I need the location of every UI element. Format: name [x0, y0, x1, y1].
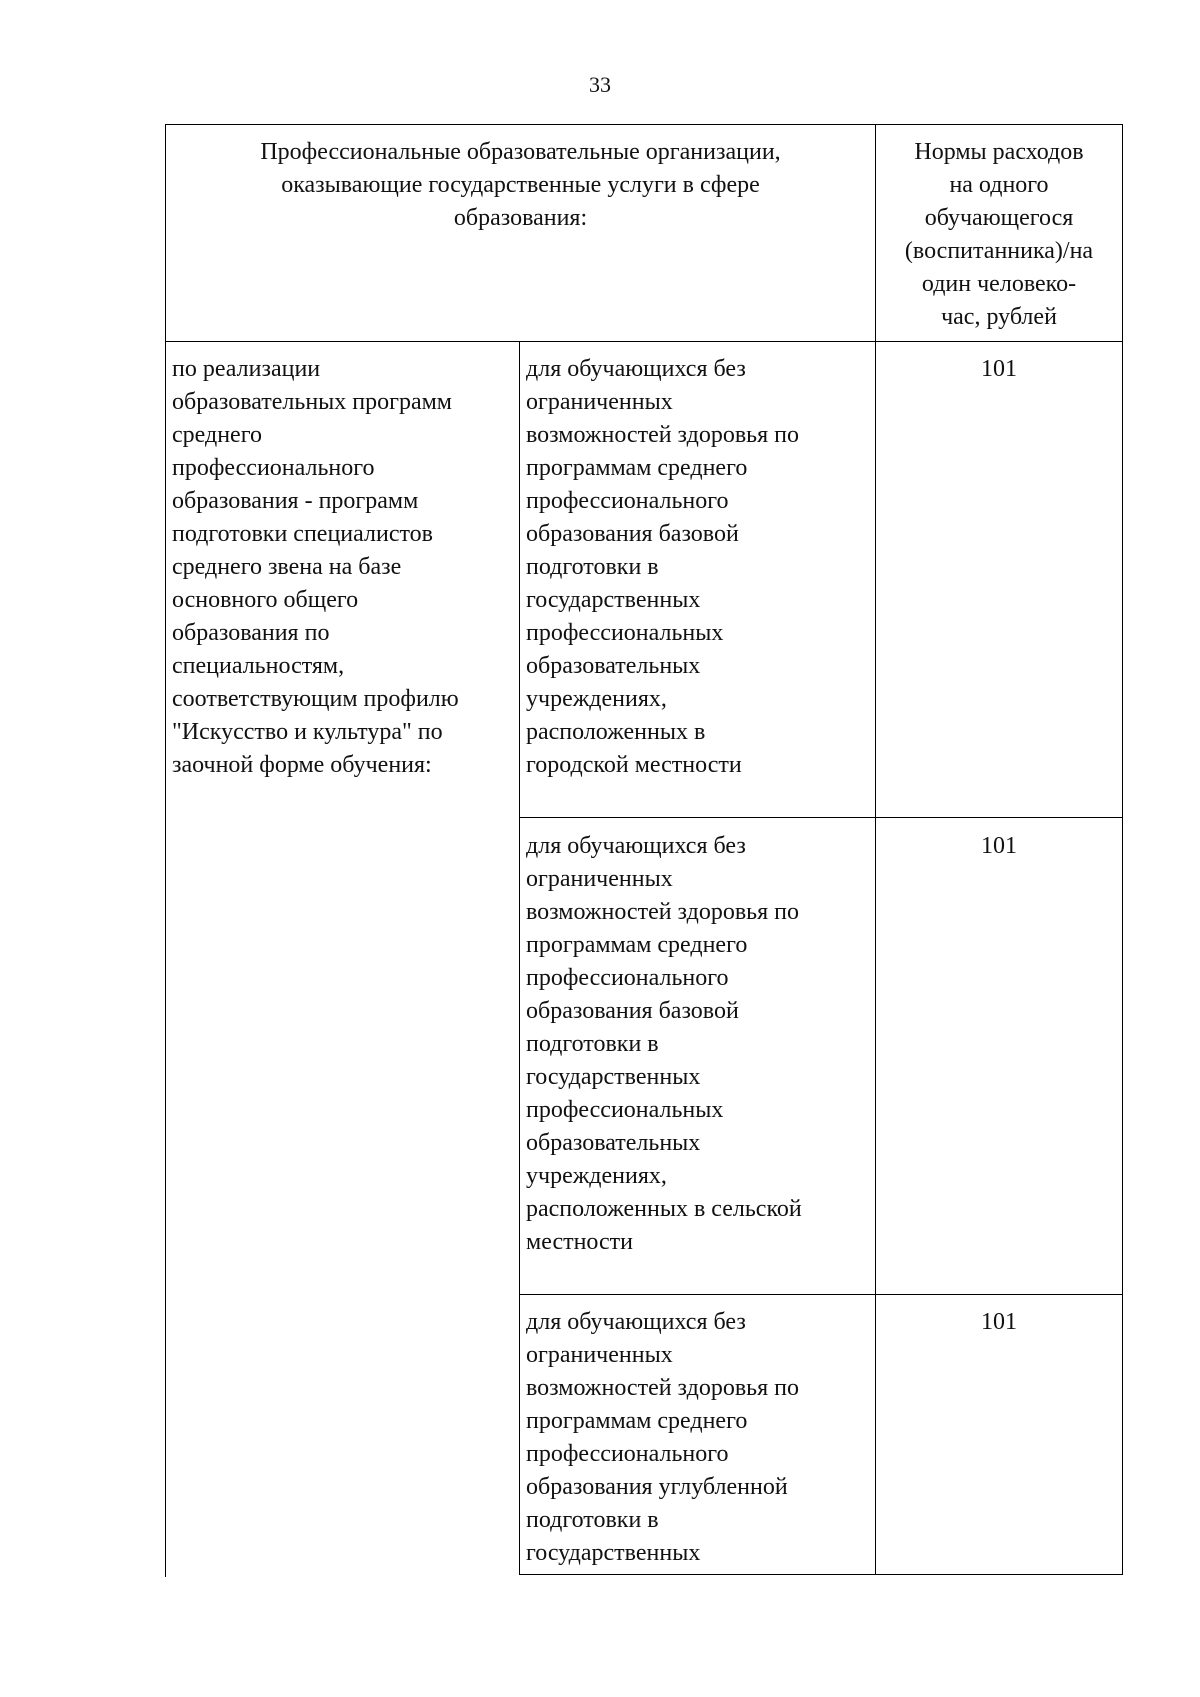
column-divider-category	[519, 341, 520, 1575]
page-number: 33	[589, 72, 611, 97]
table-top-border	[165, 124, 1123, 125]
row-2-value: 101	[981, 833, 1017, 859]
row-1-value: 101	[981, 356, 1017, 382]
row3-bottom-border	[519, 1574, 1123, 1575]
row-2-description: для обучающихся без ограниченных возможностей здоровья по программам среднего профессионального образования базовой подготовки в государственных профессиональных образовательных учреждениях, расположенных в сельской местности	[526, 833, 802, 1255]
table-left-border	[165, 124, 166, 1577]
row2-bottom-border	[519, 1294, 1123, 1295]
header-organizations: Профессиональные образовательные организации, оказывающие государственные услуги в сфере образования:	[260, 139, 781, 231]
row1-bottom-border	[519, 817, 1123, 818]
header-norms: Нормы расходов на одного обучающегося (воспитанника)/на один человеко- час, рублей	[904, 139, 1094, 330]
row-3-value: 101	[981, 1309, 1017, 1335]
row-1-description: для обучающихся без ограниченных возможностей здоровья по программам среднего профессионального образования базовой подготовки в государственных профессиональных образовательных учреждениях, расположенных в городской местности	[526, 356, 799, 778]
table-right-border	[1122, 124, 1123, 1575]
row-3-description: для обучающихся без ограниченных возможностей здоровья по программам среднего профессионального образования углубленной подготовки в государственных	[526, 1309, 799, 1566]
header-bottom-border	[165, 341, 1123, 342]
category-cell: по реализации образовательных программ среднего профессионального образования - программ подготовки специалистов среднего звена на базе основного общего образования по специальностям, соответствующим профилю "Искусство и культура" по заочной форме обучения:	[172, 356, 459, 778]
